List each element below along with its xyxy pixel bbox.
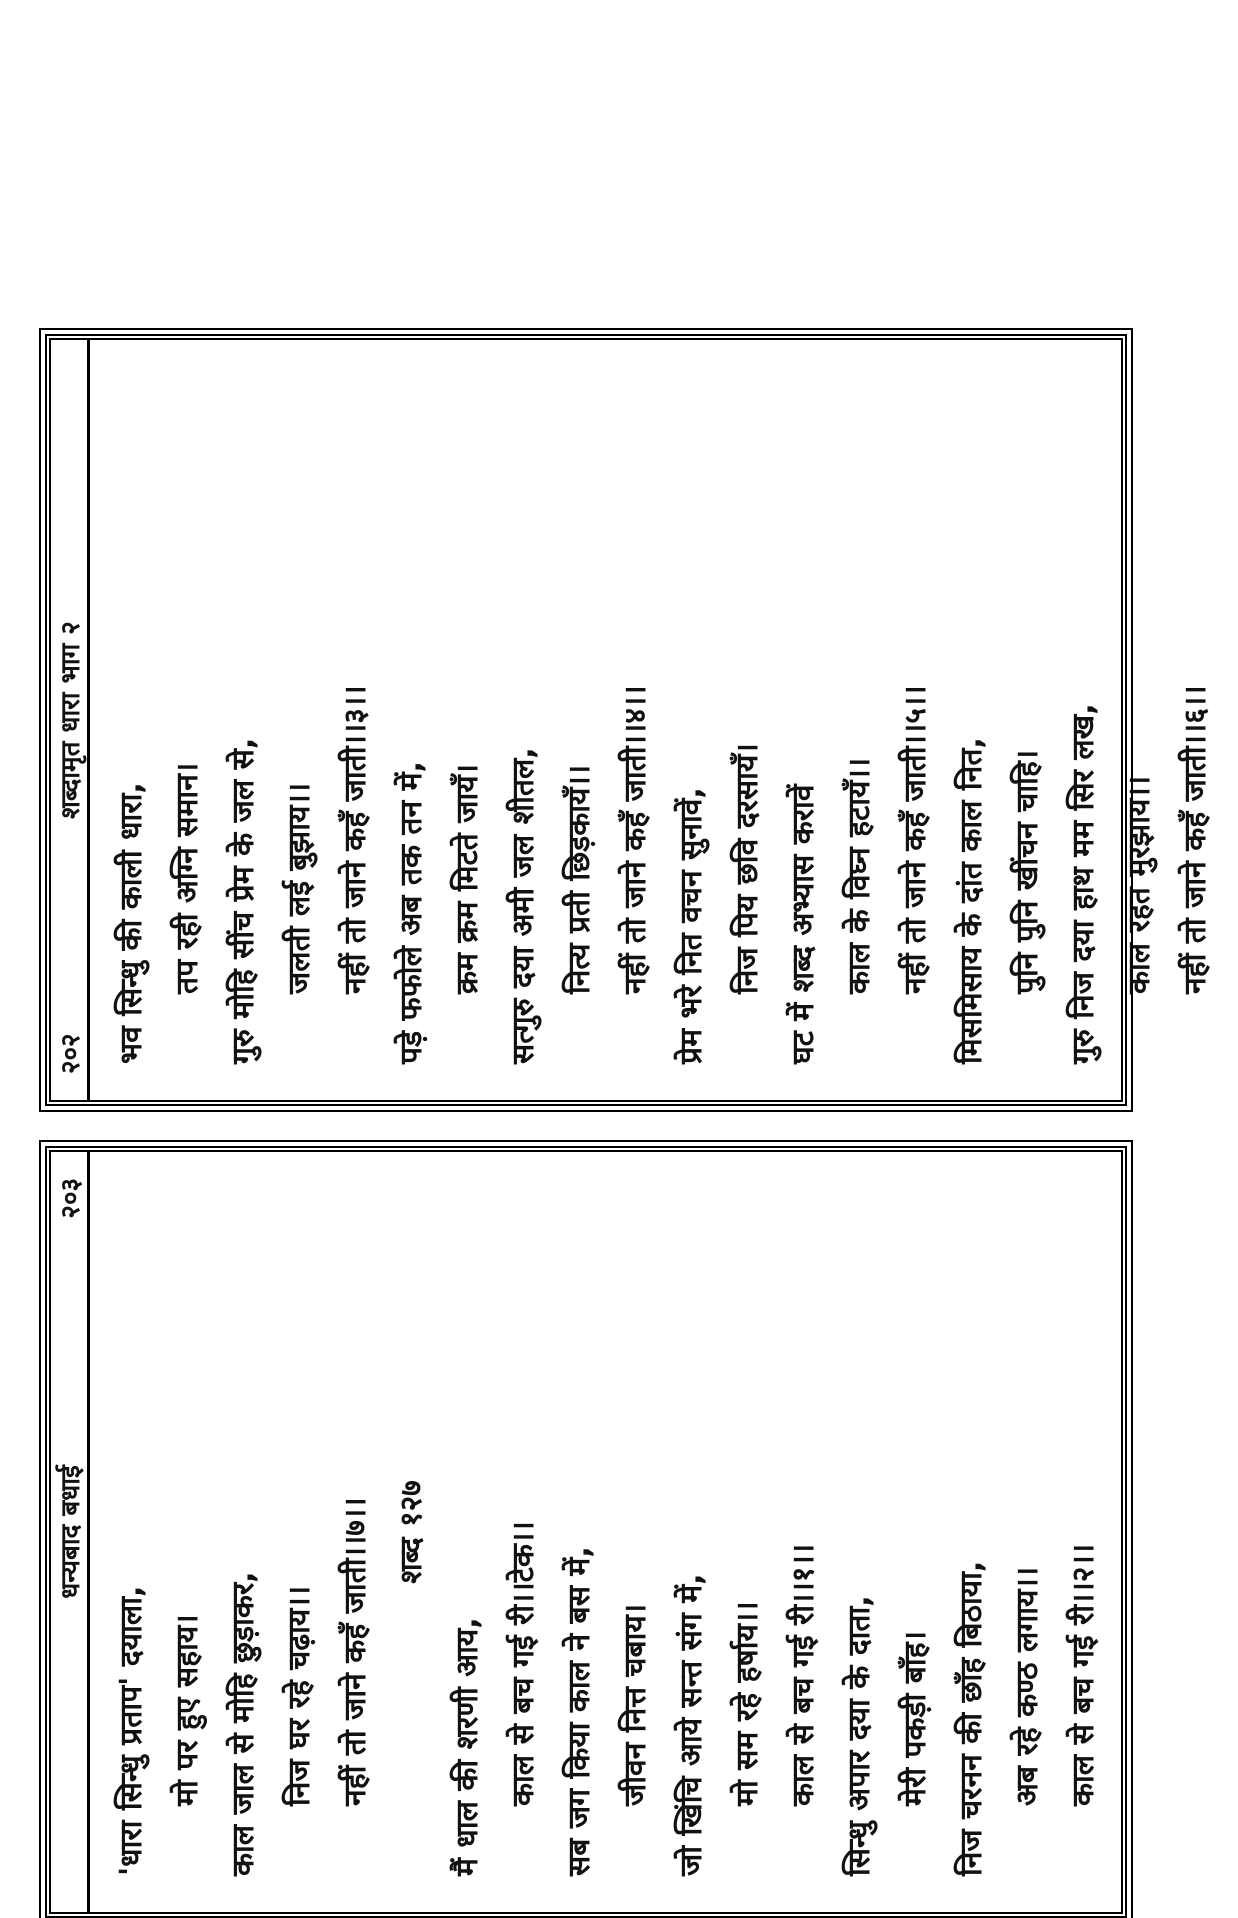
verse-line: काल से बच गई री।।२।। bbox=[1066, 1543, 1101, 1806]
verse-line: नहीं तो जाने कहँ जाती।।४।। bbox=[618, 685, 653, 994]
verse-line: गुरु निज दया हाथ मम सिर लख, bbox=[1066, 703, 1101, 1064]
verse-line: सब जग किया काल ने बस में, bbox=[562, 1546, 597, 1876]
verse-line: काल जाल से मोहि छुड़ाकर, bbox=[226, 1571, 261, 1876]
verse-line: पड़े फफोले अब तक तन में, bbox=[394, 761, 429, 1064]
verse-line: मो सम रहे हर्षाय।। bbox=[730, 1601, 765, 1806]
verse-line: नहीं तो जाने कहँ जाती।।३।। bbox=[338, 685, 373, 994]
verse-line: काल से बच गई री।।१।। bbox=[786, 1543, 821, 1806]
verse-line: नहीं तो जाने कहँ जाती।।७।। bbox=[338, 1497, 373, 1806]
verse-body bbox=[90, 340, 1238, 1100]
verse-line: मैं धाल की शरणी आय, bbox=[450, 1617, 485, 1876]
page-number: २०२ bbox=[56, 1033, 86, 1074]
verse-line: क्रम क्रम मिटते जायँ। bbox=[450, 763, 485, 994]
verse-line: मिसमिसाय के दांत काल नित, bbox=[954, 737, 989, 1064]
page-header bbox=[51, 340, 90, 1100]
verse-line: नहीं तो जाने कहँ जाती।।५।। bbox=[898, 685, 933, 994]
verse-line: जीवन नित्त चबाय। bbox=[618, 1603, 653, 1806]
verse-line: पुनि पुनि खींचन चाहि। bbox=[1010, 749, 1045, 994]
running-title: धन्यबाद बधाई bbox=[56, 1465, 86, 1599]
verse-line: घट में शब्द अभ्यास करावें bbox=[786, 784, 821, 1064]
verse-line: तप रही अग्नि समान। bbox=[170, 762, 205, 994]
verse-line: 'धारा सिन्धु प्रताप' दयाला, bbox=[114, 1585, 149, 1876]
page-number: २०३ bbox=[56, 1178, 86, 1219]
verse-line: नहीं तो जाने कहँ जाती।।६।। bbox=[1178, 685, 1213, 994]
verse-line: निज चरनन की छाँह बिठाया, bbox=[954, 1560, 989, 1876]
verse-line: निज घर रहे चढ़ाय।। bbox=[282, 1585, 317, 1806]
verse-line: अब रहे कण्ठ लगाय।। bbox=[1010, 1566, 1045, 1806]
verse-line: काल से बच गई री।।टेक।। bbox=[506, 1521, 541, 1806]
verse-line: नित्य प्रती छिड़कायँ।। bbox=[562, 764, 597, 994]
hymn-heading: शब्द १२७ bbox=[394, 1480, 429, 1584]
verse-line: भव सिन्धु की काली धारा, bbox=[114, 782, 149, 1064]
page-header bbox=[51, 1152, 90, 1912]
page-202 bbox=[45, 334, 1213, 1106]
verse-line: काल के विघ्न हटायँ।। bbox=[842, 757, 877, 994]
verse-line: मेरी पकड़ी बाँह। bbox=[898, 1631, 933, 1806]
verse-line: प्रेम भरे नित वचन सुनावें, bbox=[674, 787, 709, 1064]
verse-line: सत्गुरु दया अमी जल शीतल, bbox=[506, 747, 541, 1064]
verse-line: जलती लई बुझाय।। bbox=[282, 782, 317, 994]
verse-line: मो पर हुए सहाय। bbox=[170, 1614, 205, 1806]
verse-line: सिन्धु अपार दया के दाता, bbox=[842, 1595, 877, 1876]
verse-line: गुरु मोहि सींच प्रेम के जल से, bbox=[226, 737, 261, 1064]
running-title: शब्दामृत धारा भाग २ bbox=[56, 621, 86, 819]
page-203 bbox=[45, 1146, 1127, 1918]
verse-line: जो खिंचि आये सन्त संग में, bbox=[674, 1573, 709, 1876]
verse-body bbox=[90, 1152, 1126, 1912]
verse-line: काल रहत मुरझाय।। bbox=[1122, 775, 1157, 994]
verse-line: निज पिय छवि दरसायँ। bbox=[730, 743, 765, 994]
